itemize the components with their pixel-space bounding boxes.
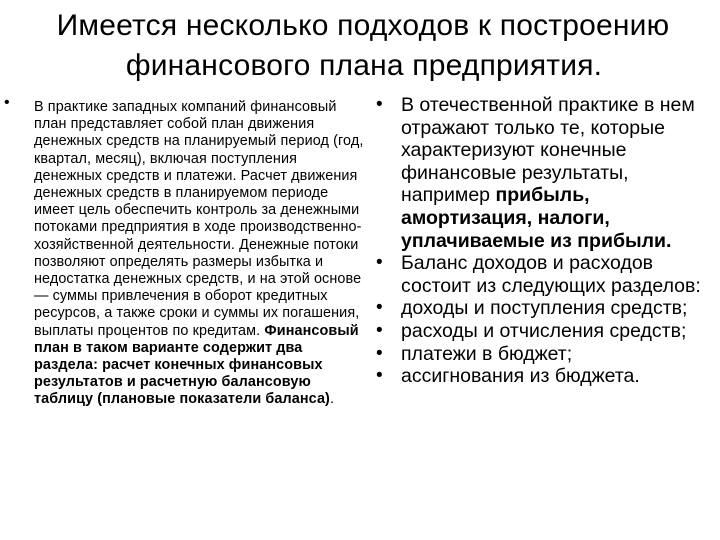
right-list-item	[372, 252, 718, 297]
slide-title-line-1: Имеется несколько подходов к построению	[56, 9, 670, 42]
slide-title-line-2: финансового плана предприятия.	[125, 49, 603, 82]
left-bullet: •	[4, 94, 10, 111]
bullet-dot: •	[376, 252, 383, 274]
right-list-item	[372, 297, 718, 320]
bullet-dot: •	[376, 94, 383, 115]
right-item-3: доходы и поступления средств;	[401, 297, 688, 320]
bullet-dot: •	[376, 365, 383, 387]
right-item-6: ассигнования из бюджета.	[401, 365, 640, 388]
right-list-item	[372, 320, 718, 343]
slide-title	[0, 6, 720, 86]
right-bullet-list	[372, 94, 718, 388]
bullet-dot: •	[376, 342, 383, 364]
right-item-1-plain: В отечественной практике в нем отражают только те, которые характеризуют конечные финансовые результаты, например	[401, 94, 695, 207]
right-list-item	[372, 343, 718, 366]
right-item-4: расходы и отчисления средств;	[401, 319, 687, 342]
left-paragraph-plain: В практике западных компаний финансовый план представляет собой план движения денежных средств на планируемый период (год, квартал, месяц), включая поступления денежных средств и платежи. Расчет движения денежных средств в планируемом периоде имеет цель обеспечить контроль за денежными потоками предприятия в ходе производственно-хозяйственной деятельности. Денежные потоки позволяют определять размеры избытка и недостатка денежных средств, и на этой основе — суммы привлечения в оборот кредитных ресурсов, а также сроки и суммы их погашения, выплаты процентов по кредитам.	[34, 99, 364, 339]
right-list-item	[372, 365, 718, 388]
left-paragraph-end: .	[329, 391, 335, 408]
left-paragraph	[34, 99, 364, 409]
right-item-5: платежи в бюджет;	[401, 342, 573, 365]
left-paragraph-bold: Финансовый план в таком варианте содержит два раздела: расчет конечных финансовых результатов и расчетную балансовую таблицу (плановые показатели баланса)	[34, 322, 359, 408]
bullet-dot: •	[376, 319, 383, 341]
bullet-dot: •	[376, 297, 383, 319]
right-item-1-bold: прибыль, амортизация, налоги, уплачиваемые из прибыли.	[401, 184, 672, 252]
right-item-2: Баланс доходов и расходов состоит из следующих разделов:	[401, 252, 701, 297]
right-list-item	[372, 94, 718, 252]
